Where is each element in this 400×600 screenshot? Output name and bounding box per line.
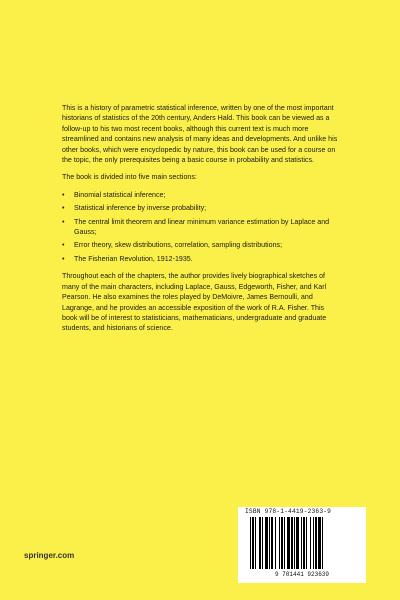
- barcode-stripe: [255, 517, 256, 569]
- barcode-stripe: [271, 517, 273, 569]
- sections-intro: The book is divided into five main sections:: [62, 173, 197, 182]
- list-item: • The Fisherian Revolution, 1912-1935.: [62, 254, 338, 264]
- list-item: • Statistical inference by inverse probability;: [62, 203, 338, 213]
- barcode-stripe: [287, 517, 290, 569]
- barcode-stripe: [322, 517, 323, 569]
- barcode-stripe: [269, 517, 270, 569]
- barcode-stripe: [284, 517, 285, 569]
- sections-list: [62, 190, 338, 264]
- barcode-number: 9 781441 923639: [274, 571, 329, 578]
- barcode-stripe: [301, 517, 302, 569]
- barcode-stripe: [259, 517, 261, 569]
- barcode-stripe: [303, 517, 305, 569]
- intro-paragraph: This is a history of parametric statistical inference, written by one of the most important historians of statistics of the 20th century, Anders Hald. This book can be viewed as a follow-up to his two most recent books, although this current text is much more streamlined and contains new analysis of many ideas and developments. And unlike his other books, which were encyclopedic by nature, this book can be used for a course on the topic, the only prerequisites being a basic course in probability and statistics.: [62, 104, 338, 165]
- barcode-stripe: [313, 517, 314, 569]
- barcode-stripe: [296, 517, 299, 569]
- barcode-stripe: [279, 517, 280, 569]
- barcode-stripe: [252, 517, 254, 569]
- list-item: • The central limit theorem and linear minimum variance estimation by Laplace and Gauss;: [62, 217, 338, 238]
- barcode-stripe: [250, 517, 251, 569]
- barcode-stripe: [315, 517, 317, 569]
- back-cover-blurb: [62, 103, 338, 341]
- barcode-stripe: [275, 517, 276, 569]
- list-item: • Error theory, skew distributions, correlation, sampling distributions;: [62, 240, 338, 250]
- barcode-stripe: [262, 517, 263, 569]
- barcode-stripe: [291, 517, 293, 569]
- barcode-stripe: [306, 517, 307, 569]
- barcode-stripe: [265, 517, 268, 569]
- list-item: • Binomial statistical inference;: [62, 190, 338, 200]
- closing-paragraph: Throughout each of the chapters, the author provides lively biographical sketches of many of the main characters, including Laplace, Gauss, Edgeworth, Fisher, and Karl Pearson. He also examines the roles played by DeMoivre, James Bernoulli, and Lagrange, and he provides an accessible exposition of the work of R.A. Fisher. This book will be of interest to statisticians, mathematicians, undergraduate and graduate students, and historians of science.: [62, 272, 327, 333]
- barcode-stripe: [294, 517, 295, 569]
- isbn-label: ISBN 978-1-4419-2363-9: [245, 508, 332, 515]
- barcode-stripe: [318, 517, 321, 569]
- barcode-stripe: [310, 517, 311, 569]
- barcode-bars: [250, 517, 358, 569]
- publisher-url: springer.com: [24, 551, 75, 560]
- barcode-stripe: [281, 517, 283, 569]
